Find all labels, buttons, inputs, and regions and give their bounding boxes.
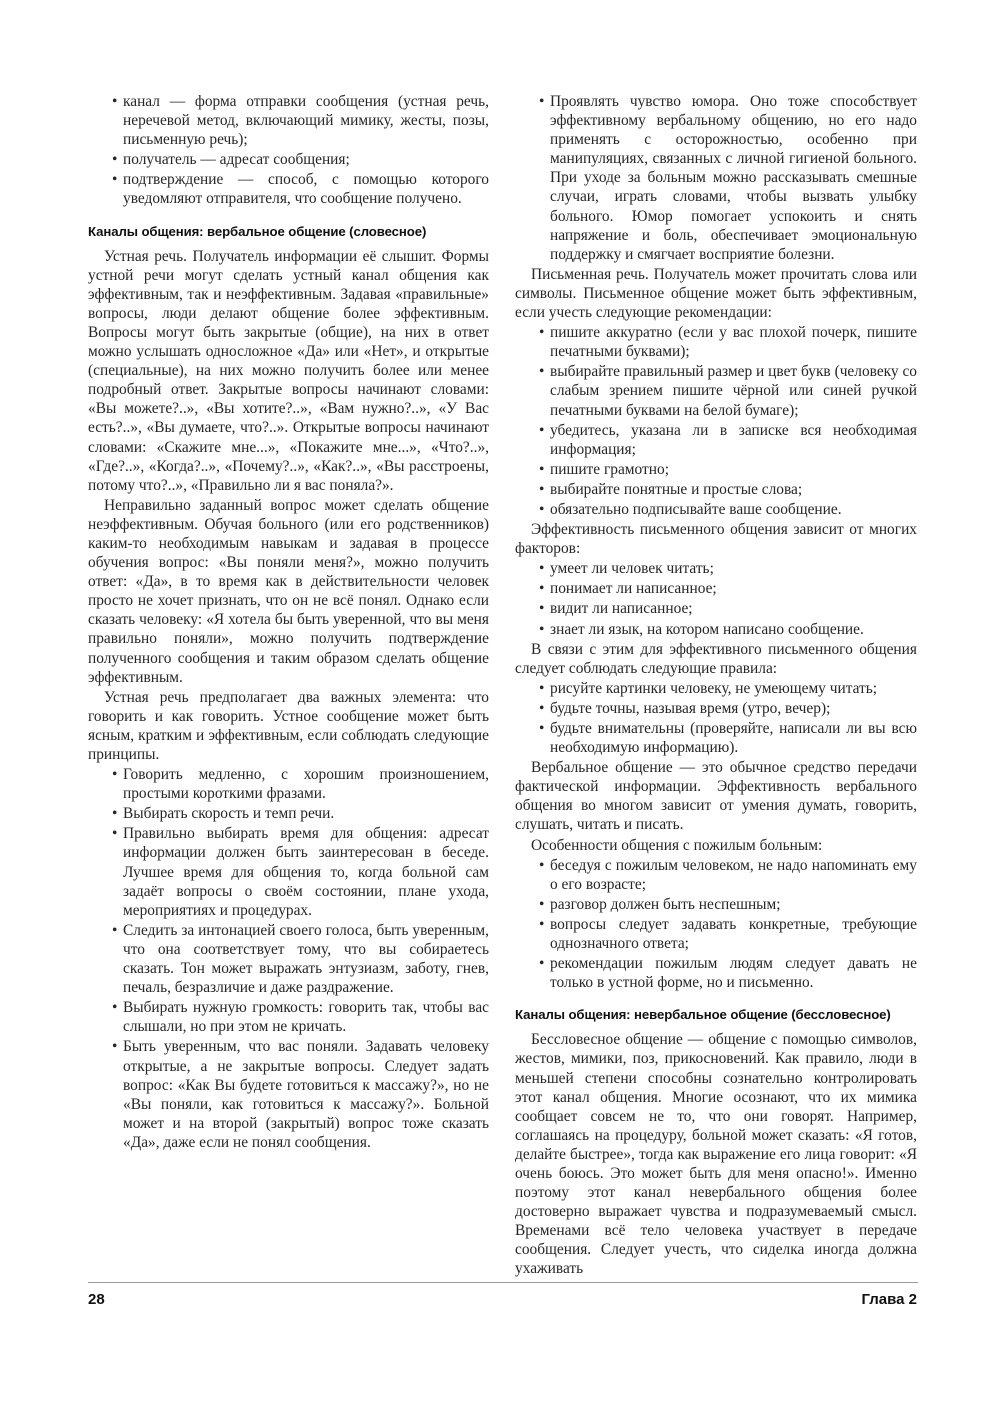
section-heading-nonverbal: Каналы общения: невербальное общение (бессловесное)	[515, 1007, 891, 1023]
list-item: • Выбирать скорость и темп речи.	[112, 805, 335, 823]
list-item: • Следить за интонацией своего голоса, быть уверенным, что она соответствует тому, что вы собираетесь сказать. Тон может выражать энтузиазм, заботу, гнев, печаль, безразличие и даже раздражение.	[112, 921, 489, 997]
paragraph: В связи с этим для эффективного письменного общения следует соблюдать следующие правила:	[515, 640, 917, 677]
chapter-label: Глава 2	[861, 1291, 917, 1308]
paragraph: Устная речь. Получатель информации её слышит. Формы устной речи могут сделать устный канал общения как эффективным, так и неэффективным. Задавая «правильные» вопросы, люди делают общение более эффективным. Вопросы могут быть закрытые (общие), на них в ответ можно услышать односложное «Да» или «Нет», и открытые (специальные), на них можно получить более или менее подробный ответ. Закрытые вопросы начинают словами: «Вы можете?..», «Вы хотите?..», «Вам нужно?..», «У Вас есть?..», «Вы думаете, что?..». Открытые вопросы начинают словами: «Скажите мне...», «Покажите мне...», «Что?..», «Где?..», «Когда?..», «Почему?..», «Как?..», «Вы расстроены, потому что?..», «Правильно ли я вас поняла?».	[88, 247, 489, 494]
list-item: • выбирайте понятные и простые слова;	[539, 480, 803, 498]
list-item: • пишите грамотно;	[539, 460, 669, 478]
paragraph: Эффективность письменного общения зависит от многих факторов:	[515, 521, 917, 558]
list-item: • видит ли написанное;	[539, 600, 693, 618]
list-item: • убедитесь, указана ли в записке вся необходимая информация;	[539, 421, 917, 458]
paragraph: Вербальное общение — это обычное средство передачи фактической информации. Эффективность вербального общения во многом зависит от умения думать, говорить, слушать, читать и писать.	[515, 759, 917, 834]
list-item: • знает ли язык, на котором написано сообщение.	[539, 620, 864, 638]
list-item: • вопросы следует задавать конкретные, требующие однозначного ответа;	[539, 915, 917, 953]
list-item: • Выбирать нужную громкость: говорить так, чтобы вас слышали, но при этом не кричать.	[112, 999, 489, 1036]
oral-principles-list	[88, 765, 489, 1152]
list-item: • Быть уверенным, что вас поняли. Задавать человеку открытые, а не закрытые вопросы. Следует задать вопрос: «Как Вы будете готовиться к массажу?», но не «Вы поняли, как готовиться к массажу?». Больной может и на второй (закрытый) вопрос тоже сказать «Да», даже если не понял сообщения.	[112, 1038, 489, 1151]
list-item: • канал — форма отправки сообщения (устная речь, неречевой метод, включающий мимику, жесты, позы, письменную речь);	[112, 93, 489, 149]
section-heading-verbal: Каналы общения: вербальное общение (словесное)	[88, 223, 427, 239]
list-item: • выбирайте правильный размер и цвет букв (человеку со слабым зрением пишите чёрной или синей ручкой печатными буквами на белой бумаге);	[539, 363, 917, 419]
list-item: • рекомендации пожилым людям следует давать не только в устной форме, но и письменно.	[539, 955, 917, 992]
paragraph: Устная речь предполагает два важных элемента: что говорить и как говорить. Устное сообщение может быть ясным, кратким и эффективным, если соблюдать следующие принципы.	[88, 688, 489, 763]
footer-divider	[88, 1282, 918, 1283]
list-item: • будьте внимательны (проверяйте, написали ли вы всю необходимую информацию).	[539, 720, 917, 757]
page-number: 28	[88, 1291, 105, 1308]
list-item: • беседуя с пожилым человеком, не надо напоминать ему о его возрасте;	[539, 856, 917, 893]
paragraph: Неправильно заданный вопрос может сделать общение неэффективным. Обучая больного (или его родственников) каким-то необходимым навыкам и задавая в процессе обучения вопрос: «Вы поняли меня?», можно получить ответ: «Да», в то время как в действительности человек просто не хочет признать, что он не всё понял. Однако если сказать человеку: «Я хотела бы быть уверенной, что вы меня правильно поняли», можно получить подтверждение полученного сообщения и таким образом сделать общение эффективным.	[88, 496, 489, 686]
humor-list	[515, 92, 917, 264]
list-item: • Правильно выбирать время для общения: адресат информации должен быть заинтересован в беседе. Лучшее время для общения то, когда больной сам задаёт вопросы о своём состоянии, плане ухода, мероприятиях и процедурах.	[112, 825, 489, 919]
list-item: • пишите аккуратно (если у вас плохой почерк, пишите печатными буквами);	[539, 324, 917, 361]
writing-recommendations-list	[515, 323, 917, 519]
left-column	[88, 92, 489, 1153]
list-item: • Говорить медленно, с хорошим произношением, простыми короткими фразами.	[112, 766, 489, 803]
list-item: • обязательно подписывайте ваше сообщение.	[539, 500, 842, 518]
right-column	[515, 92, 917, 1280]
list-item: • умеет ли человек читать;	[539, 560, 714, 578]
writing-rules-list	[515, 679, 917, 757]
list-item: • будьте точны, называя время (утро, вечер);	[539, 699, 831, 717]
list-item: • понимает ли написанное;	[539, 580, 717, 598]
list-item: • подтверждение — способ, с помощью которого уведомляют отправителя, что сообщение получено.	[112, 171, 489, 208]
list-item: • Проявлять чувство юмора. Оно тоже способствует эффективному вербальному общению, но его надо применять с осторожностью, особенно при манипуляциях, связанных с личной гигиеной больного. При уходе за больным можно рассказывать смешные случаи, играть словами, чтобы вызвать улыбку больного. Юмор помогает успокоить и снять напряжение и боль, обеспечивает эмоциональную поддержку и смягчает восприятие болезни.	[539, 93, 917, 263]
message-elements-list	[88, 92, 489, 209]
paragraph: Письменная речь. Получатель может прочитать слова или символы. Письменное общение может быть эффективным, если учесть следующие рекомендации:	[515, 265, 917, 322]
writing-factors-list	[515, 559, 917, 638]
elderly-communication-list	[515, 856, 917, 993]
paragraph: Особенности общения с пожилым больным:	[531, 836, 823, 854]
paragraph: Бессловесное общение — общение с помощью символов, жестов, мимики, поз, прикосновений. Как правило, люди в меньшей степени способны сознательно контролировать этот канал общения. Многие осознают, что их мимика сообщает совсем не то, что они говорят. Например, соглашаясь на процедуру, больной может сказать: «Я готов, делайте быстрее», тогда как выражение его лица говорит: «Я очень боюсь. Это может быть для меня опасно!». Именно поэтому этот канал невербального общения более достоверно выражает чувства и подразумеваемый смысл. Временами всё тело человека участвует в передаче сообщения. Следует учесть, что сиделка иногда должна ухаживать	[515, 1031, 917, 1278]
list-item: • получатель — адресат сообщения;	[112, 151, 350, 169]
list-item: • рисуйте картинки человеку, не умеющему читать;	[539, 679, 878, 697]
list-item: • разговор должен быть неспешным;	[539, 895, 781, 913]
